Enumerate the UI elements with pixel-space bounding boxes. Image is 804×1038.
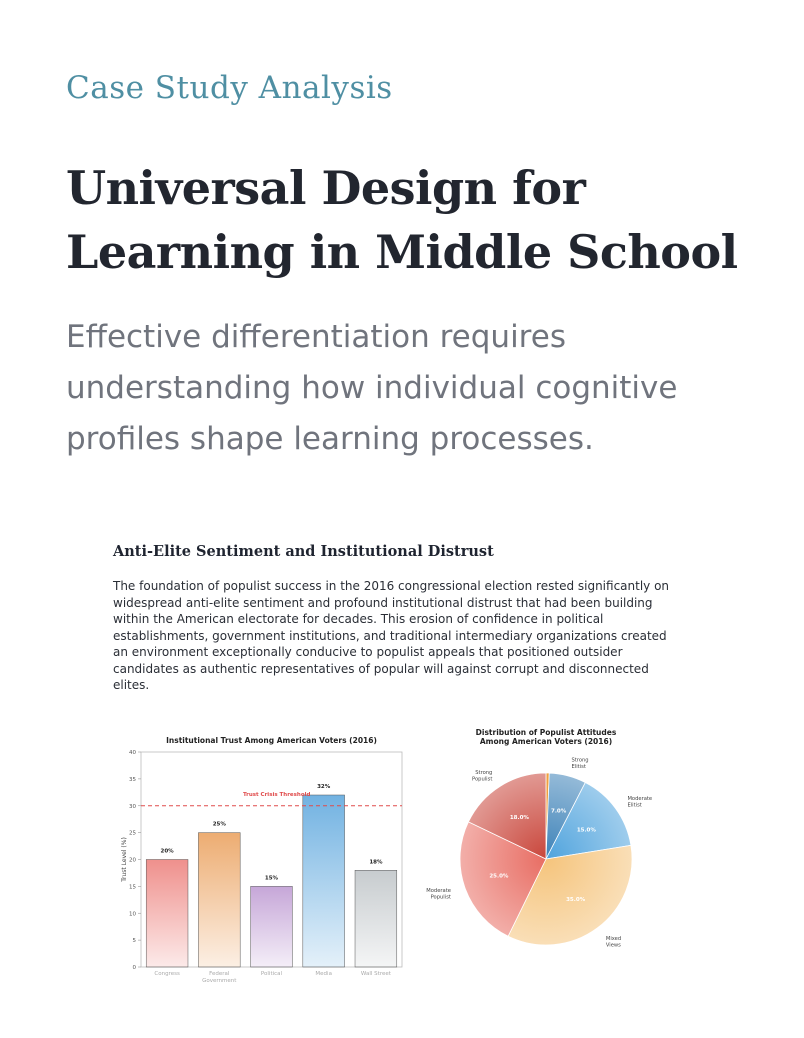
pie-chart-figure bbox=[420, 722, 670, 984]
y-tick-label: 0 bbox=[132, 965, 136, 971]
page-subtitle: Effective differentiation requires understanding how individual cognitive profiles shape learning processes. bbox=[66, 319, 678, 457]
bar-value-label: 15% bbox=[264, 875, 279, 882]
bar-value-label: 25% bbox=[212, 821, 226, 828]
y-tick-label: 40 bbox=[129, 750, 136, 756]
y-tick-label: 25 bbox=[129, 830, 136, 837]
pie-pct-label: 25.0% bbox=[489, 873, 509, 880]
pie-pct-label: 15.0% bbox=[576, 827, 596, 834]
pie-slice-label: Elitist bbox=[627, 802, 642, 809]
eyebrow-label: Case Study Analysis bbox=[66, 70, 393, 106]
pie-slice-label: Strong bbox=[571, 757, 589, 764]
x-tick-label: Political bbox=[260, 971, 283, 977]
pie-slice-label: Strong bbox=[475, 769, 493, 776]
pie-slice-label: Elitist bbox=[571, 764, 586, 771]
bar-chart bbox=[66, 726, 416, 992]
pie-slice-label: Mixed bbox=[605, 935, 622, 942]
bar-wall-street bbox=[355, 870, 397, 967]
bar-congress bbox=[146, 860, 188, 968]
pie-slice-label: Populist bbox=[472, 776, 493, 783]
bar-value-label: 32% bbox=[317, 784, 331, 790]
y-tick-label: 15 bbox=[129, 884, 136, 891]
bar-value-label: 18% bbox=[369, 859, 383, 866]
pie-pct-label: 35.0% bbox=[566, 897, 586, 904]
x-tick-label: Federal bbox=[209, 971, 230, 977]
section-body: The foundation of populist success in the 2016 congressional election rested significantly on widespread anti-elite sentiment and profound institutional distrust that had been building within the American electorate for decades. This erosion of confidence in political establishments, government institutions, and traditional intermediary organizations created an environment exceptionally conducive to populist appeals that positioned outsider candidates as authentic representatives of popular will against corrupt and disconnected elites. bbox=[113, 579, 670, 692]
pie-chart-title: Among American Voters (2016) bbox=[479, 737, 613, 746]
bar-media bbox=[303, 795, 345, 967]
y-tick-label: 20 bbox=[129, 857, 136, 864]
x-tick-label: Wall Street bbox=[360, 971, 391, 977]
threshold-label: Trust Crisis Threshold bbox=[242, 791, 311, 798]
bar-federal-government bbox=[198, 833, 240, 967]
bar-chart-title: Institutional Trust Among American Voters (2016) bbox=[166, 736, 377, 745]
x-tick-label: Media bbox=[315, 971, 332, 977]
section-heading: Anti-Elite Sentiment and Institutional Distrust bbox=[113, 543, 494, 560]
x-tick-label: Government bbox=[202, 978, 237, 984]
bar-chart-figure bbox=[66, 726, 416, 992]
y-axis-label: Trust Level (%) bbox=[121, 837, 128, 882]
pie-chart bbox=[420, 722, 670, 984]
bar-value-label: 20% bbox=[160, 848, 174, 855]
pie-chart-title: Distribution of Populist Attitudes bbox=[475, 728, 617, 737]
y-tick-label: 10 bbox=[129, 911, 136, 918]
y-tick-label: 30 bbox=[129, 803, 136, 810]
pie-pct-label: 18.0% bbox=[509, 814, 529, 821]
pie-slice-label: Views bbox=[605, 942, 621, 949]
pie-slice-label: Moderate bbox=[426, 887, 451, 894]
bar-political bbox=[251, 886, 293, 967]
pie-slice-label: Populist bbox=[430, 894, 451, 901]
x-tick-label: Congress bbox=[154, 971, 180, 977]
y-tick-label: 35 bbox=[129, 776, 136, 783]
pie-slice-label: Moderate bbox=[627, 795, 653, 802]
y-tick-label: 5 bbox=[132, 938, 136, 945]
page-title: Universal Design for Learning in Middle School bbox=[66, 161, 738, 279]
pie-pct-label: 7.0% bbox=[551, 808, 567, 815]
